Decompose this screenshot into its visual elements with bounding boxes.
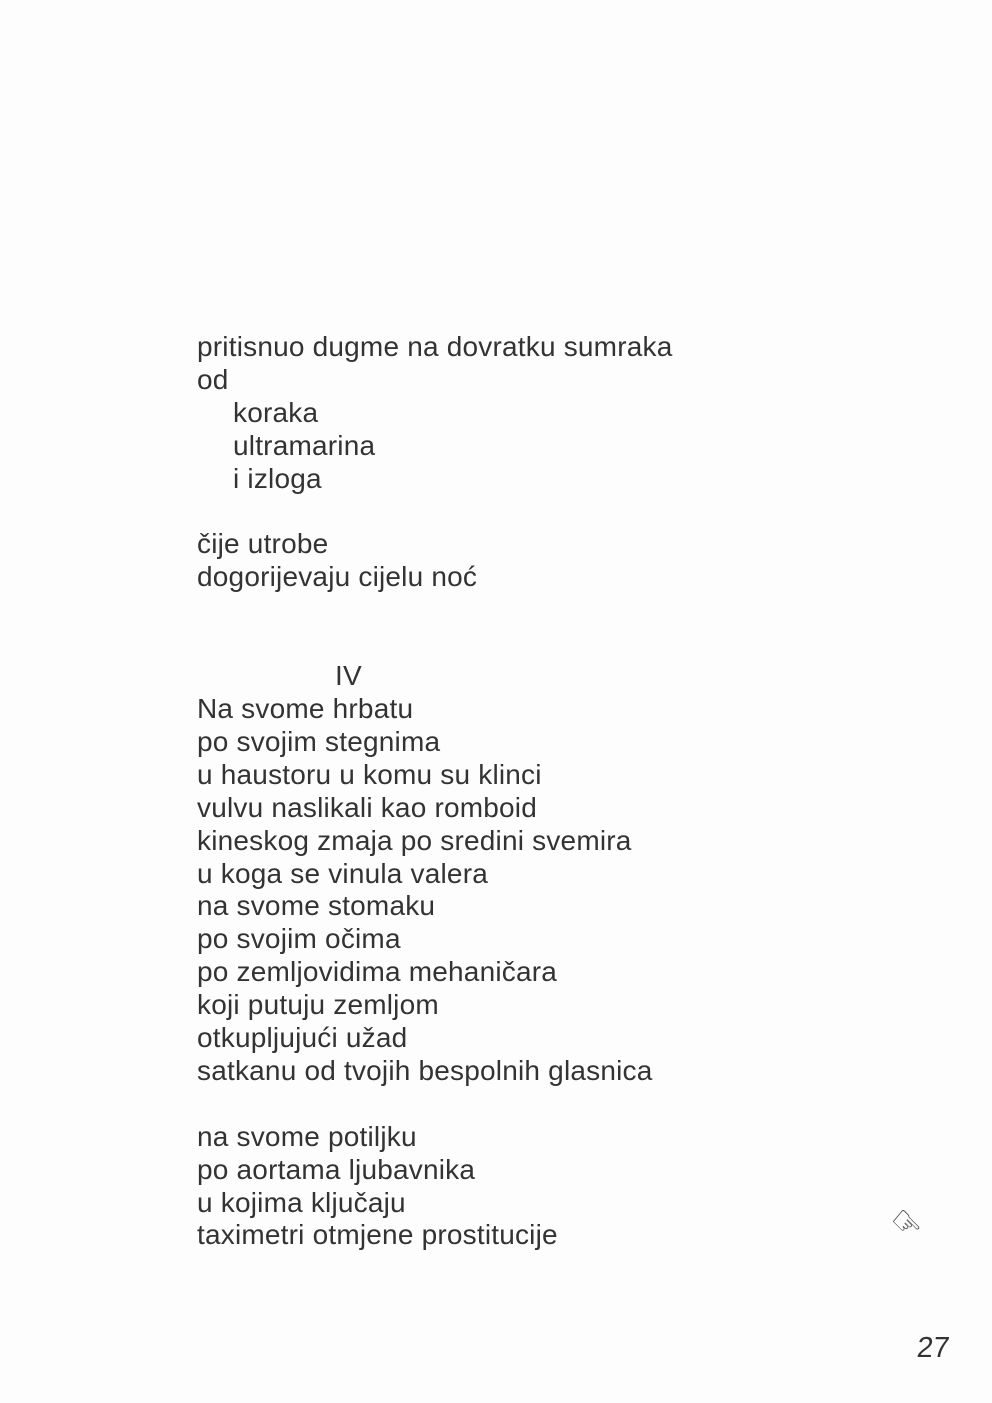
poem-line — [197, 594, 672, 627]
poem-line: taximetri otmjene prostitucije — [197, 1219, 558, 1251]
poem-line: u haustoru u komu su klinci — [197, 758, 542, 790]
poem-line: ultramarina — [233, 429, 376, 461]
poem-line: dogorijevaju cijelu noć — [197, 561, 478, 593]
poem-line: po aortama ljubavnika — [197, 1153, 476, 1185]
poem-text-block — [197, 331, 672, 1252]
page-number: 27 — [915, 1332, 951, 1364]
poem-line: pritisnuo dugme na dovratku sumraka — [197, 331, 673, 362]
poem-line: satkanu od tvojih bespolnih glasnica — [197, 1054, 653, 1086]
poem-line: od — [197, 363, 229, 395]
poem-line: i izloga — [233, 462, 322, 494]
poem-line: na svome potiljku — [197, 1120, 417, 1152]
poem-line: po zemljovidima mehaničara — [197, 956, 558, 988]
poem-line: u kojima ključaju — [197, 1186, 406, 1218]
poem-line: otkupljujući užad — [197, 1022, 408, 1054]
poem-line — [197, 627, 672, 660]
poem-line: koji putuju zemljom — [197, 989, 439, 1021]
poem-line: vulvu naslikali kao romboid — [197, 791, 538, 823]
poem-line: čije utrobe — [197, 528, 329, 560]
poem-line: Na svome hrbatu — [197, 692, 414, 724]
poem-line: u koga se vinula valera — [197, 857, 488, 889]
poem-line — [197, 496, 672, 529]
hand-pointer-icon: ☞ — [881, 1199, 931, 1249]
poem-line: na svome stomaku — [197, 890, 436, 922]
poem-line: koraka — [233, 396, 319, 428]
poem-line: po svojim očima — [197, 923, 401, 955]
poem-line: IV — [335, 660, 362, 692]
poem-line — [197, 1088, 672, 1121]
poem-line: kineskog zmaja po sredini svemira — [197, 824, 632, 856]
poem-line: po svojim stegnima — [197, 725, 441, 757]
